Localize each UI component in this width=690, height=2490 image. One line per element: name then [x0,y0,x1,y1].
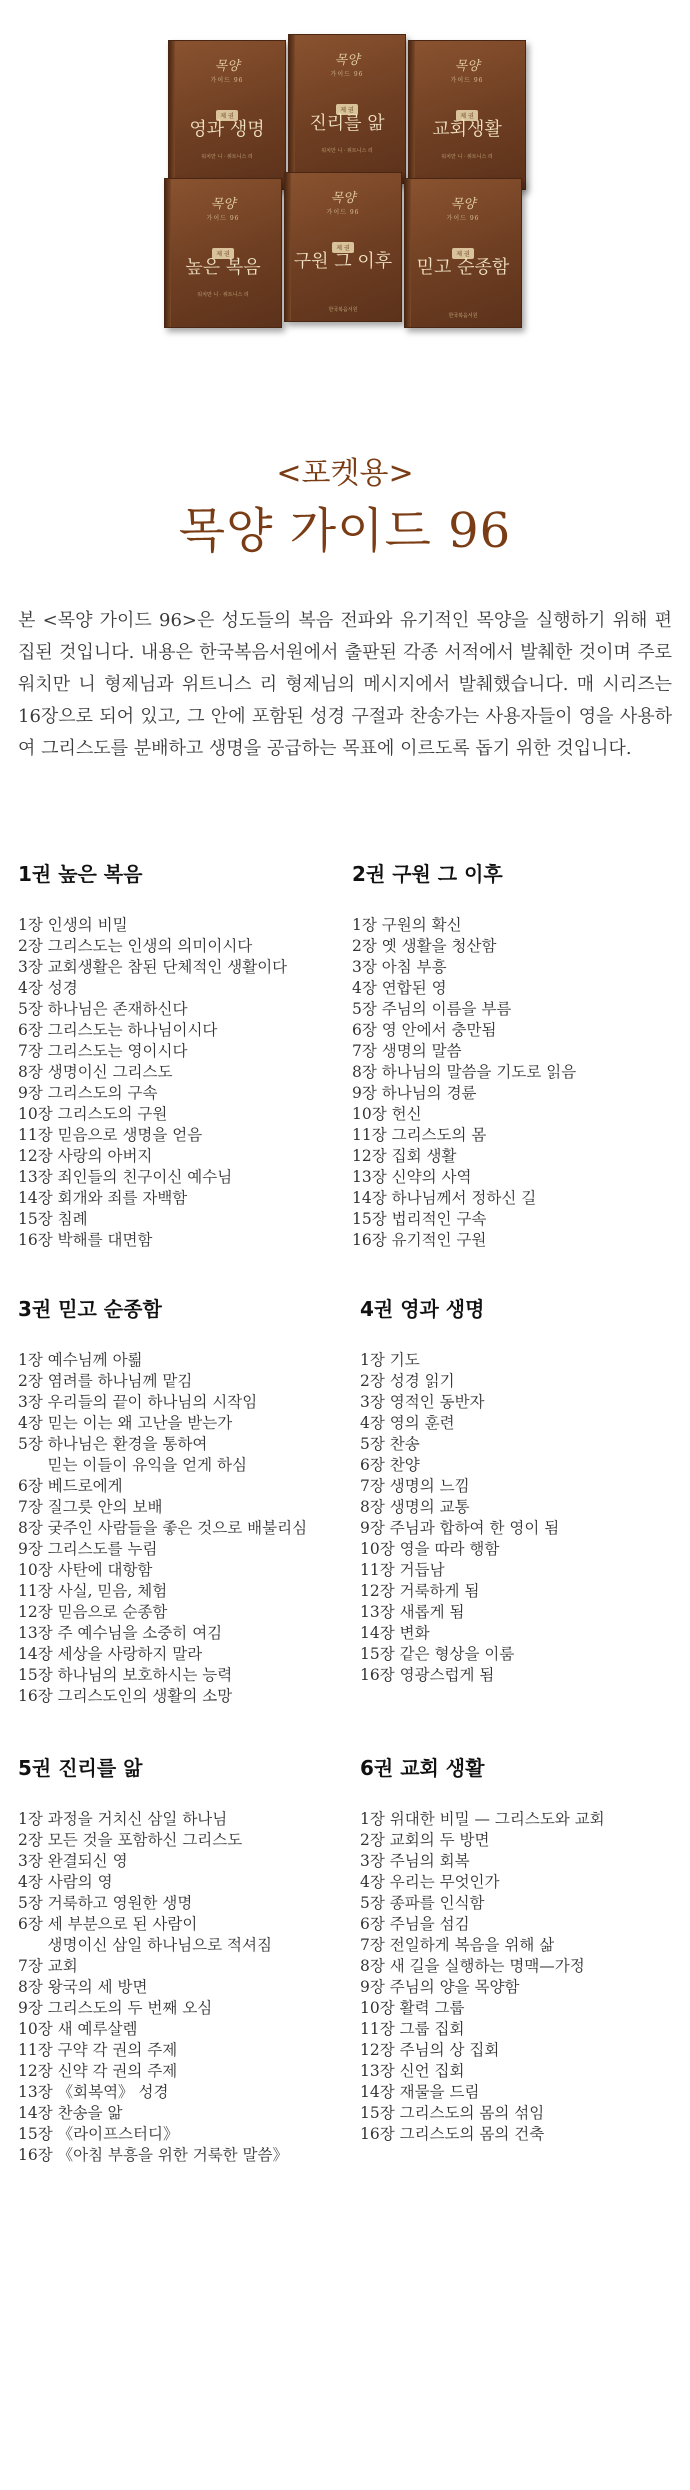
book-logo: 목양 [454,59,480,74]
chapter-item: 5장 거룩하고 영원한 생명 [18,1894,193,1912]
volume-title: 3권 믿고 순종함 [18,1297,162,1321]
chapter-item: 4장 성경 [18,979,78,997]
chapter-item: 16장 그리스도인의 생활의 소망 [18,1687,233,1705]
chapter-item: 12장 신약 각 권의 주제 [18,2062,178,2080]
book-note: 워치만 니 · 위트니스 리 [441,154,493,160]
book-set-image [0,0,690,330]
book-logo: 목양 [450,197,476,212]
chapter-item: 3장 영적인 동반자 [360,1393,485,1411]
book-publisher: 한국복음서원 [328,307,358,313]
chapter-item: 14장 회개와 죄를 자백함 [18,1189,188,1207]
chapter-item: 5장 종파를 인식함 [360,1894,485,1912]
chapter-item: 12장 사랑의 아버지 [18,1147,153,1165]
chapter-item: 9장 그리스도의 두 번째 오심 [18,1999,213,2017]
chapter-item: 14장 하나님께서 정하신 길 [352,1189,537,1207]
chapter-item: 6장 그리스도는 하나님이시다 [18,1021,218,1039]
book-title: 진리를 앎 [309,113,385,134]
chapter-item: 8장 왕국의 세 방면 [18,1978,148,1996]
volume-block-5 [18,1752,358,2166]
book-note: 워치만 니 · 위트니스 리 [201,154,253,160]
chapter-item: 4장 사람의 영 [18,1873,113,1891]
chapter-item: 15장 그리스도의 몸의 섞임 [360,2104,545,2122]
chapter-item: 10장 그리스도의 구원 [18,1105,168,1123]
book-logo-sub: 가이드 96 [330,71,364,78]
page-title: 목양 가이드 96 [178,503,512,559]
book-logo-sub: 가이드 96 [450,77,484,84]
chapter-item: 14장 변화 [360,1624,430,1642]
book-logo-sub: 가이드 96 [446,215,480,222]
book-title: 영과 생명 [189,119,265,140]
chapter-item: 믿는 이들이 유익을 얻게 하심 [18,1456,247,1474]
chapter-item: 4장 믿는 이는 왜 고난을 받는가 [18,1414,233,1432]
chapter-item: 13장 신약의 사역 [352,1168,472,1186]
book-cover [404,178,522,328]
chapter-item: 10장 활력 그룹 [360,1999,465,2017]
chapter-item: 13장 《회복역》 성경 [18,2083,169,2101]
chapter-item: 5장 찬송 [360,1435,420,1453]
chapter-item: 7장 질그릇 안의 보배 [18,1498,163,1516]
chapter-item: 8장 새 길을 실행하는 명맥—가정 [360,1957,585,1975]
chapter-item: 5장 주님의 이름을 부름 [352,1000,512,1018]
chapter-item: 7장 전일하게 복음을 위해 삶 [360,1936,555,1954]
chapter-item: 1장 인생의 비밀 [18,916,128,934]
chapter-item: 11장 거듭남 [360,1561,445,1579]
chapter-item: 11장 믿음으로 생명을 얻음 [18,1126,203,1144]
chapter-item: 9장 주님의 양을 목양함 [360,1978,520,1996]
chapter-item: 7장 교회 [18,1957,78,1975]
volume-title: 5권 진리를 앎 [18,1756,143,1780]
chapter-item: 3장 교회생활은 참된 단체적인 생활이다 [18,958,288,976]
volume-title: 1권 높은 복음 [18,862,143,886]
book-cover [164,178,282,328]
chapter-item: 6장 세 부분으로 된 사람이 [18,1915,198,1933]
chapter-item: 2장 옛 생활을 청산함 [352,937,497,955]
chapter-item: 15장 법리적인 구속 [352,1210,487,1228]
chapter-list [352,915,682,1251]
chapter-list [360,1809,682,2145]
chapter-item: 8장 궂주인 사람들을 좋은 것으로 배불리심 [18,1519,308,1537]
chapter-list [360,1350,682,1686]
chapter-item: 12장 주님의 상 집회 [360,2041,500,2059]
volume-title: 6권 교회 생활 [360,1756,485,1780]
chapter-item: 8장 하나님의 말씀을 기도로 읽음 [352,1063,577,1081]
chapter-item: 1장 위대한 비밀 — 그리스도와 교회 [360,1810,605,1828]
book-title: 믿고 순종함 [416,257,510,278]
chapter-item: 14장 찬송을 앎 [18,2104,123,2122]
chapter-item: 6장 영 안에서 충만됨 [352,1021,497,1039]
book-logo-sub: 가이드 96 [210,77,244,84]
book-volume-tag: 제 권 [332,242,354,253]
book-note: 워치만 니 · 위트니스 리 [321,148,373,154]
book-logo-sub: 가이드 96 [326,209,360,216]
chapter-item: 13장 새롭게 됨 [360,1603,465,1621]
book-cover [288,34,406,184]
chapter-item: 생명이신 삼일 하나님으로 적셔짐 [18,1936,272,1954]
chapter-item: 16장 영광스럽게 됨 [360,1666,495,1684]
chapter-item: 2장 그리스도는 인생의 의미이시다 [18,937,253,955]
chapter-item: 4장 연합된 영 [352,979,447,997]
book-publisher: 한국복음서원 [448,313,478,319]
volume-block-6 [360,1752,682,2145]
book-note: 워치만 니 · 위트니스 리 [197,292,249,298]
chapter-item: 9장 그리스도를 누림 [18,1540,158,1558]
book-logo: 목양 [210,197,236,212]
chapter-item: 11장 구약 각 권의 주제 [18,2041,178,2059]
chapter-item: 2장 교회의 두 방면 [360,1831,490,1849]
chapter-item: 4장 영의 훈련 [360,1414,455,1432]
chapter-item: 13장 죄인들의 친구이신 예수님 [18,1168,233,1186]
chapter-item: 14장 재물을 드림 [360,2083,480,2101]
chapter-item: 6장 베드로에게 [18,1477,123,1495]
book-logo: 목양 [214,59,240,74]
chapter-item: 9장 그리스도의 구속 [18,1084,158,1102]
chapter-item: 5장 하나님은 환경을 통하여 [18,1435,208,1453]
chapter-item: 5장 하나님은 존재하신다 [18,1000,188,1018]
book-volume-tag: 제 권 [452,248,474,259]
chapter-item: 10장 영을 따라 행함 [360,1540,500,1558]
chapter-item: 8장 생명의 교통 [360,1498,470,1516]
page-subtitle: <포켓용> [276,456,414,491]
chapter-item: 6장 주님을 섬김 [360,1915,470,1933]
chapter-item: 9장 주님과 합하여 한 영이 됨 [360,1519,560,1537]
volume-block-4 [360,1293,682,1686]
book-logo-sub: 가이드 96 [206,215,240,222]
book-cover [284,172,402,322]
chapter-item: 15장 《라이프스터디》 [18,2125,179,2143]
chapter-item: 15장 침례 [18,1210,88,1228]
chapter-item: 10장 사탄에 대항함 [18,1561,153,1579]
chapter-item: 13장 신언 집회 [360,2062,465,2080]
chapter-item: 15장 하나님의 보호하시는 능력 [18,1666,233,1684]
book-title: 구원 그 이후 [293,251,393,272]
chapter-item: 13장 주 예수님을 소중히 여김 [18,1624,223,1642]
chapter-item: 12장 믿음으로 순종함 [18,1603,168,1621]
book-volume-tag: 제 권 [216,110,238,121]
chapter-item: 1장 구원의 확신 [352,916,462,934]
volume-title: 2권 구원 그 이후 [352,862,503,886]
book-cover [408,40,526,190]
chapter-item: 3장 주님의 회복 [360,1852,470,1870]
chapter-item: 16장 그리스도의 몸의 건축 [360,2125,545,2143]
chapter-item: 10장 새 예루살렘 [18,2020,138,2038]
chapter-item: 12장 집회 생활 [352,1147,457,1165]
chapter-item: 2장 염려를 하나님께 맡김 [18,1372,193,1390]
chapter-item: 7장 생명의 말씀 [352,1042,462,1060]
book-title: 교회생활 [432,119,502,140]
chapter-item: 2장 모든 것을 포함하신 그리스도 [18,1831,243,1849]
chapter-item: 16장 박해를 대면함 [18,1231,153,1249]
chapter-item: 11장 그리스도의 몸 [352,1126,487,1144]
chapter-item: 9장 하나님의 경륜 [352,1084,477,1102]
chapter-item: 11장 사실, 믿음, 체험 [18,1582,168,1600]
chapter-item: 3장 완결되신 영 [18,1852,128,1870]
chapter-item: 1장 기도 [360,1351,420,1369]
chapter-item: 3장 아침 부흥 [352,958,447,976]
chapter-item: 7장 생명의 느낌 [360,1477,470,1495]
chapter-item: 4장 우리는 무엇인가 [360,1873,500,1891]
volume-title: 4권 영과 생명 [360,1297,485,1321]
chapter-item: 10장 헌신 [352,1105,422,1123]
book-logo: 목양 [334,53,360,68]
chapter-item: 15장 같은 형상을 이룸 [360,1645,515,1663]
book-cover [168,40,286,190]
book-title: 높은 복음 [185,257,261,278]
volume-block-2 [352,858,682,1251]
intro-paragraph: 본 <목양 가이드 96>은 성도들의 복음 전파와 유기적인 목양을 실행하기 위해 편집된 것입니다. 내용은 한국복음서원에서 출판된 각종 서적에서 발췌한 것이며 주로 워치만 니 형제님과 위트니스 리 형제님의 메시지에서 발췌했습니다. 매 시리즈는 16장으로 되어 있고, 그 안에 포함된 성경 구절과 찬송가는 사용자들이 영을 사용하여 그리스도를 분배하고 생명을 공급하는 목표에 이르도록 돕기 위한 것입니다. [18,610,672,759]
chapter-item: 11장 그룹 집회 [360,2020,465,2038]
chapter-item: 6장 찬양 [360,1456,420,1474]
chapter-item: 3장 우리들의 끝이 하나님의 시작임 [18,1393,258,1411]
chapter-item: 7장 그리스도는 영이시다 [18,1042,188,1060]
chapter-item: 12장 거룩하게 됨 [360,1582,480,1600]
book-volume-tag: 제 권 [336,104,358,115]
chapter-item: 16장 《아침 부흥을 위한 거룩한 말씀》 [18,2146,289,2164]
chapter-item: 16장 유기적인 구원 [352,1231,487,1249]
volume-block-1 [18,858,348,1251]
chapter-list [18,1809,358,2166]
volume-block-3 [18,1293,358,1707]
chapter-list [18,915,348,1251]
chapter-item: 14장 세상을 사랑하지 말라 [18,1645,203,1663]
chapter-item: 2장 성경 읽기 [360,1372,455,1390]
chapter-item: 1장 예수님께 아뢺 [18,1351,143,1369]
chapter-item: 1장 과정을 거치신 삼일 하나님 [18,1810,228,1828]
chapter-list [18,1350,358,1707]
book-logo: 목양 [330,191,356,206]
chapter-item: 8장 생명이신 그리스도 [18,1063,173,1081]
book-volume-tag: 제 권 [456,110,478,121]
book-volume-tag: 제 권 [212,248,234,259]
